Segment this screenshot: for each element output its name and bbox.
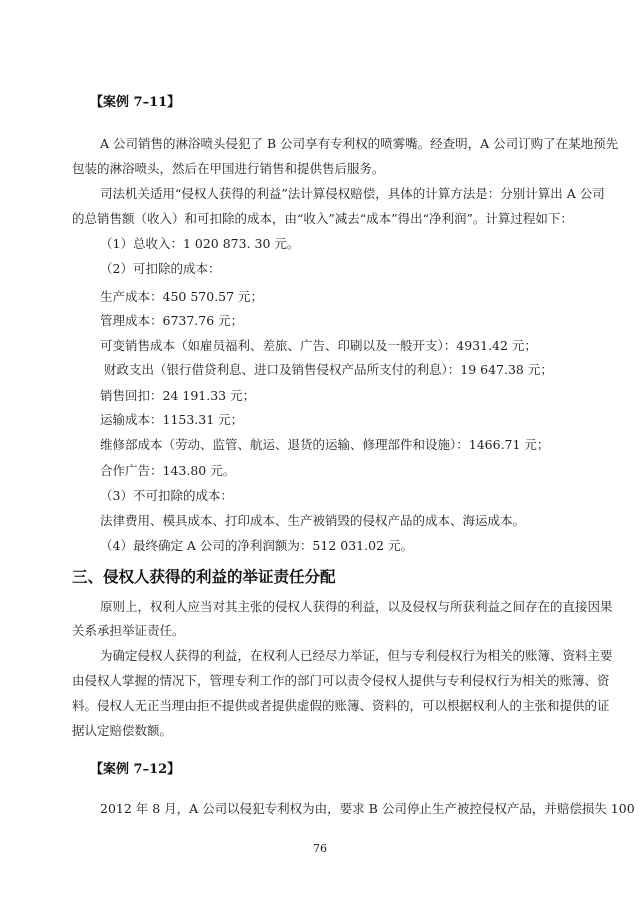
paragraph-line: 包装的淋浴喷头，然后在甲国进行销售和提供售后服务。 bbox=[72, 161, 385, 176]
calc-item: 法律费用、模具成本、打印成本、生产被销毁的侵权产品的成本、海运成本。 bbox=[100, 513, 526, 528]
page-number: 76 bbox=[313, 842, 327, 855]
paragraph-line: 原则上，权利人应当对其主张的侵权人获得的利益，以及侵权与所获利益之间存在的直接因果 bbox=[100, 599, 613, 614]
paragraph-line: 司法机关适用“侵权人获得的利益”法计算侵权赔偿，具体的计算方法是：分别计算出 A 公司 bbox=[100, 186, 605, 201]
paragraph-line: 的总销售额（收入）和可扣除的成本，由“收入”减去“成本”得出“净利润”。计算过程如下： bbox=[72, 211, 573, 226]
calc-item: 可变销售成本（如雇员福利、差旅、广告、印刷以及一般开支）：4931.42 元； bbox=[100, 338, 537, 353]
calc-item: 合作广告：143.80 元。 bbox=[100, 463, 236, 478]
calc-item: （2）可扣除的成本： bbox=[100, 261, 221, 276]
paragraph-line: A 公司销售的淋浴喷头侵犯了 B 公司享有专利权的喷雾嘴。经查明，A 公司订购了在某地预先 bbox=[100, 136, 619, 151]
calc-item: 销售回扣：24 191.33 元； bbox=[100, 388, 256, 403]
calc-item: 财政支出（银行借贷利息、进口及销售侵权产品所支付的利息）：19 647.38 元； bbox=[104, 362, 553, 377]
calc-item: 生产成本：450 570.57 元； bbox=[100, 289, 264, 304]
case-label-7-11: 【案例 7–11】 bbox=[90, 95, 181, 110]
paragraph-line: 料。侵权人无正当理由拒不提供或者提供虚假的账簿、资料的，可以根据权利人的主张和提供的证 bbox=[72, 698, 610, 713]
calc-item: （4）最终确定 A 公司的净利润额为：512 031.02 元。 bbox=[100, 538, 413, 553]
calc-item: （1）总收入：1 020 873. 30 元。 bbox=[100, 236, 300, 251]
calc-item: 管理成本：6737.76 元； bbox=[100, 313, 244, 328]
paragraph-line: 关系承担举证责任。 bbox=[72, 623, 185, 638]
case-label-7-12: 【案例 7–12】 bbox=[90, 762, 181, 777]
paragraph-line: 2012 年 8 月，A 公司以侵犯专利权为由，要求 B 公司停止生产被控侵权产品，并赔偿损失 100 bbox=[100, 801, 635, 816]
calc-item: （3）不可扣除的成本： bbox=[100, 488, 233, 503]
paragraph-line: 据认定赔偿数额。 bbox=[72, 723, 173, 738]
paragraph-line: 为确定侵权人获得的利益，在权利人已经尽力举证，但与专利侵权行为相关的账簿、资料主要 bbox=[100, 648, 613, 663]
calc-item: 维修部成本（劳动、监管、航运、退货的运输、修理部件和设施）：1466.71 元； bbox=[100, 437, 550, 452]
calc-item: 运输成本：1153.31 元； bbox=[100, 412, 244, 427]
section-heading: 三、侵权人获得的利益的举证责任分配 bbox=[72, 567, 336, 586]
paragraph-line: 由侵权人掌握的情况下，管理专利工作的部门可以责令侵权人提供与专利侵权行为相关的账簿、资 bbox=[72, 673, 610, 688]
